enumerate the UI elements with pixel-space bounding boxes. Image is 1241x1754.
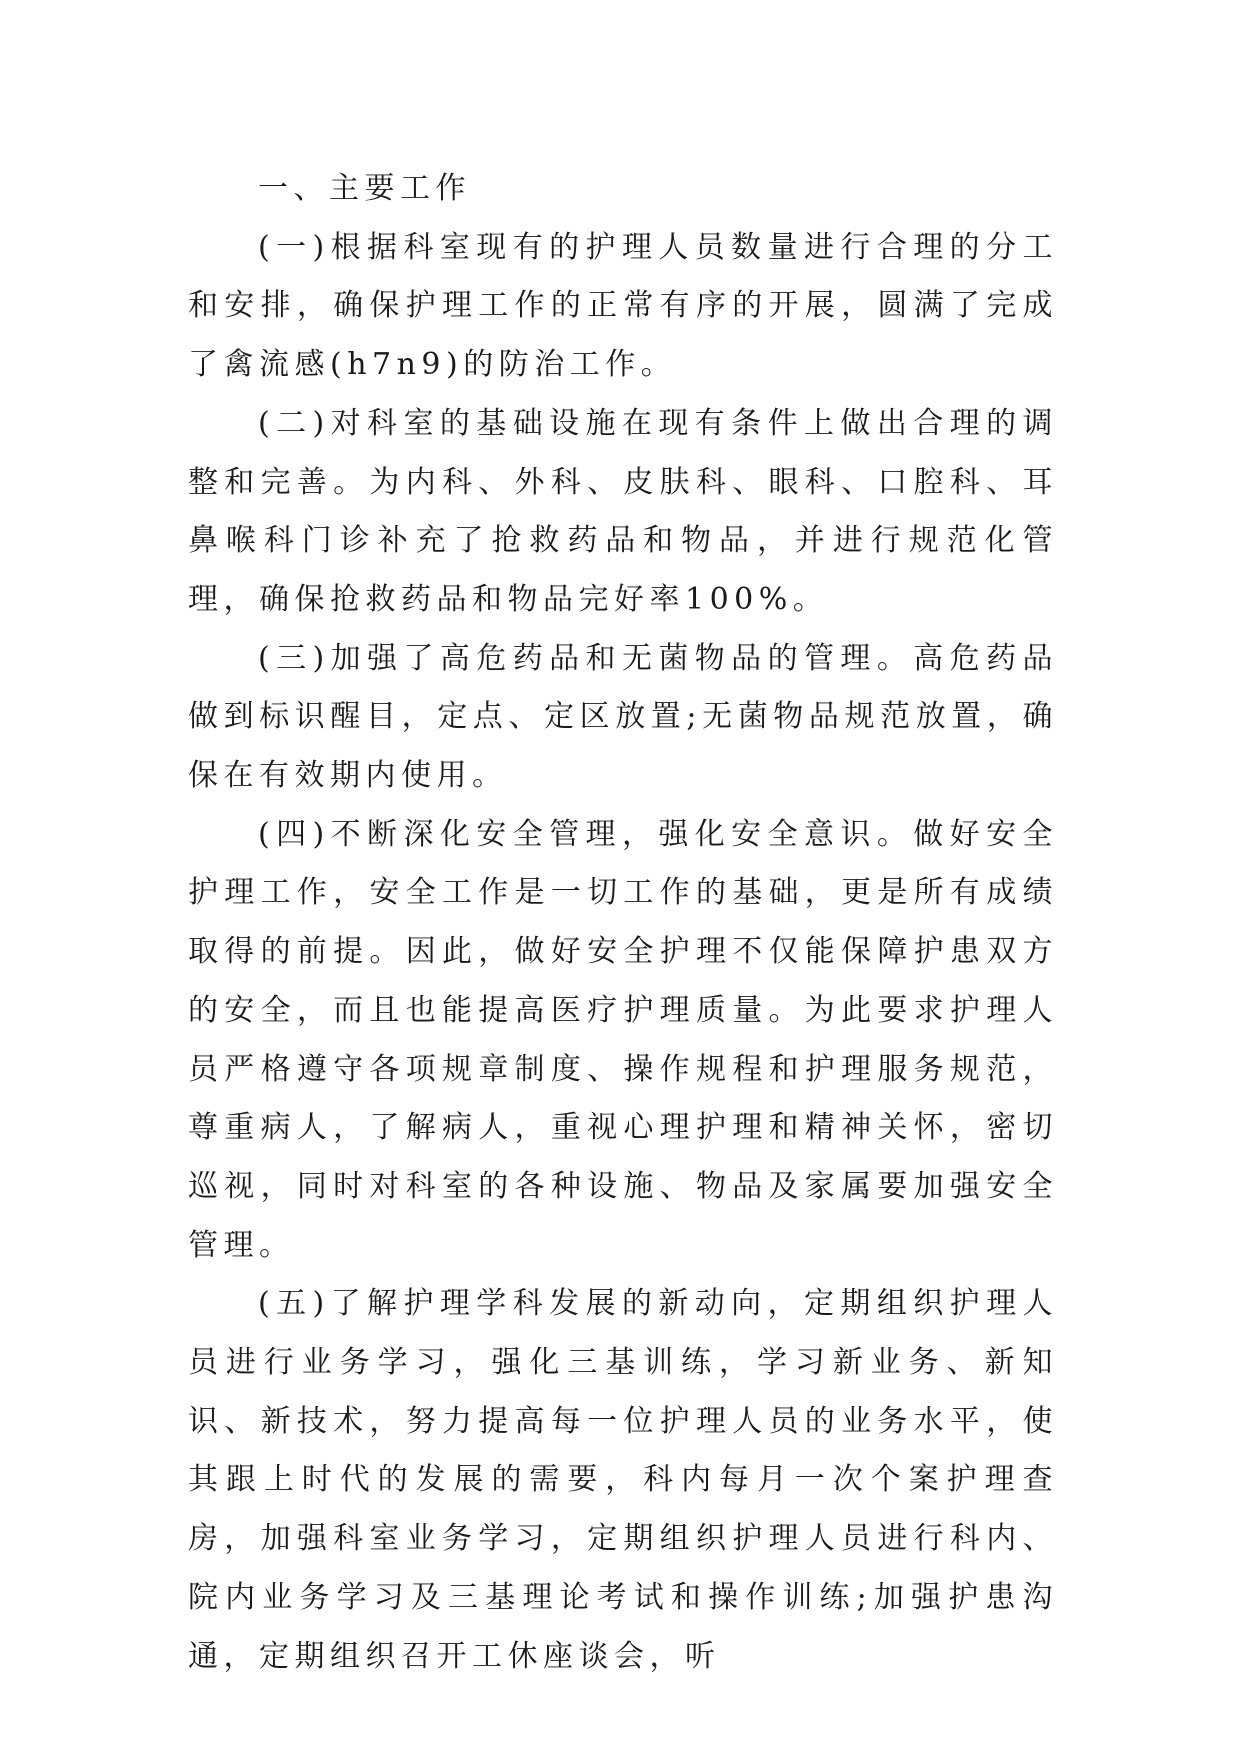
paragraph-4: (四)不断深化安全管理，强化安全意识。做好安全护理工作，安全工作是一切工作的基础，更是所有成绩取得的前提。因此，做好安全护理不仅能保障护患双方的安全，而且也能提高医疗护理质量。为此要求护理人员严格遵守各项规章制度、操作规程和护理服务规范，尊重病人，了解病人，重视心理护理和精神关怀，密切巡视，同时对科室的各种设施、物品及家属要加强安全管理。 [188, 816, 1058, 1263]
paragraph-3: (三)加强了高危药品和无菌物品的管理。高危药品做到标识醒目，定点、定区放置;无菌物品规范放置，确保在有效期内使用。 [188, 640, 1058, 794]
paragraph-5: (五)了解护理学科发展的新动向，定期组织护理人员进行业务学习，强化三基训练，学习新业务、新知识、新技术，努力提高每一位护理人员的业务水平，使其跟上时代的发展的需要，科内每月一次个案护理查房，加强科室业务学习，定期组织护理人员进行科内、院内业务学习及三基理论考试和操作训练;加强护患沟通，定期组织召开工休座谈会，听 [188, 1286, 1058, 1674]
paragraph-2: (二)对科室的基础设施在现有条件上做出合理的调整和完善。为内科、外科、皮肤科、眼科、口腔科、耳鼻喉科门诊补充了抢救药品和物品，并进行规范化管理，确保抢救药品和物品完好率100%。 [188, 405, 1058, 617]
paragraph-1: (一)根据科室现有的护理人员数量进行合理的分工和安排，确保护理工作的正常有序的开展，圆满了完成了禽流感(h7n9)的防治工作。 [188, 229, 1058, 383]
document-body [188, 160, 1058, 1686]
section-heading: 一、主要工作 [258, 171, 471, 206]
